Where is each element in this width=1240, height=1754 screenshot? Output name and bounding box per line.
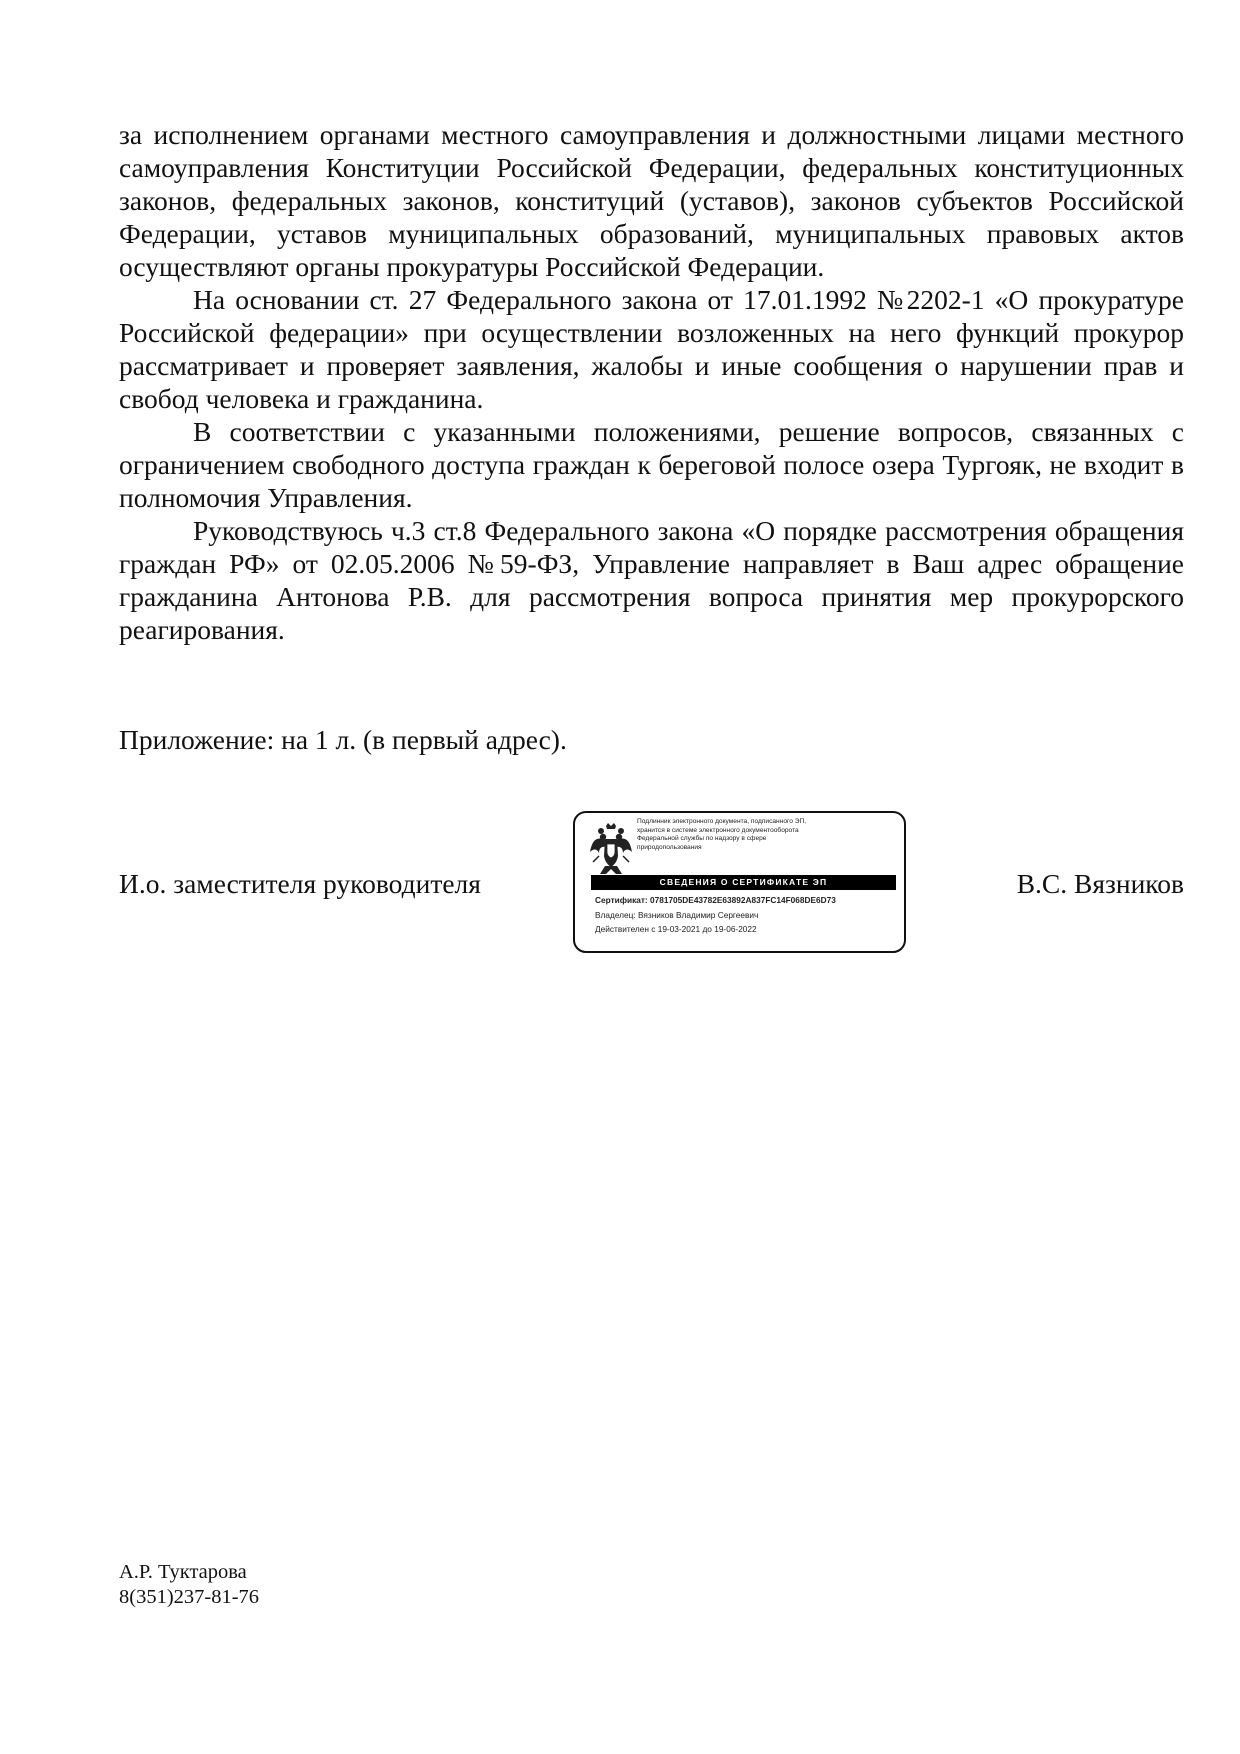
attachment-note: Приложение: на 1 л. (в первый адрес).	[119, 724, 567, 755]
stamp-validity: Действителен с 19-03-2021 до 19-06-2022	[595, 924, 757, 934]
electronic-signature-stamp	[573, 811, 906, 953]
executor-block	[119, 1560, 259, 1610]
paragraph: за исполнением органами местного самоуправления и должностными лицами местного самоуправления Конституции Российской Федерации, федеральных конституционных законов, федеральных законов, конституций (уставов), законов субъектов Российской Федерации, уставов муниципальных образований, муниципальных правовых актов осуществляют органы прокуратуры Российской Федерации.	[119, 119, 1184, 282]
russian-coat-of-arms-icon	[589, 822, 633, 878]
paragraph: На основании ст. 27 Федерального закона от 17.01.1992 №2202-1 «О прокуратуре Российской федерации» при осуществлении возложенных на него функций прокурор рассматривает и проверяет заявления, жалобы и иные сообщения о нарушении прав и свобод человека и гражданина.	[119, 284, 1184, 414]
signatory-name: В.С. Вязников	[1016, 868, 1184, 899]
stamp-header-line: хранится в системе электронного документооборота	[637, 826, 799, 834]
executor-phone: 8(351)237-81-76	[119, 1586, 260, 1608]
stamp-certificate-number: Сертификат: 0781705DE43782E63892A837FC14F068DE6D73	[595, 895, 836, 905]
paragraph: Руководствуюсь ч.3 ст.8 Федерального закона «О порядке рассмотрения обращения граждан РФ» от 02.05.2006 №59-ФЗ, Управление направляет в Ваш адрес обращение гражданина Антонова Р.В. для рассмотрения вопроса принятия мер прокурорского реагирования.	[119, 515, 1184, 645]
stamp-header-line: природопользования	[637, 843, 702, 851]
letter-body	[119, 118, 1184, 646]
executor-name: А.Р. Туктарова	[119, 1561, 247, 1583]
signatory-position: И.о. заместителя руководителя	[119, 868, 481, 899]
paragraph: В соответствии с указанными положениями, решение вопросов, связанных с ограничением свободного доступа граждан к береговой полосе озера Тургояк, не входит в полномочия Управления.	[119, 416, 1184, 513]
stamp-header	[637, 818, 902, 852]
stamp-header-line: Подлинник электронного документа, подписанного ЭП,	[637, 818, 807, 825]
stamp-owner: Владелец: Вязников Владимир Сергеевич	[595, 910, 759, 920]
stamp-header-line: Федеральной службы по надзору в сфере	[637, 835, 767, 843]
stamp-certificate-bar: СВЕДЕНИЯ О СЕРТИФИКАТЕ ЭП	[591, 875, 896, 890]
